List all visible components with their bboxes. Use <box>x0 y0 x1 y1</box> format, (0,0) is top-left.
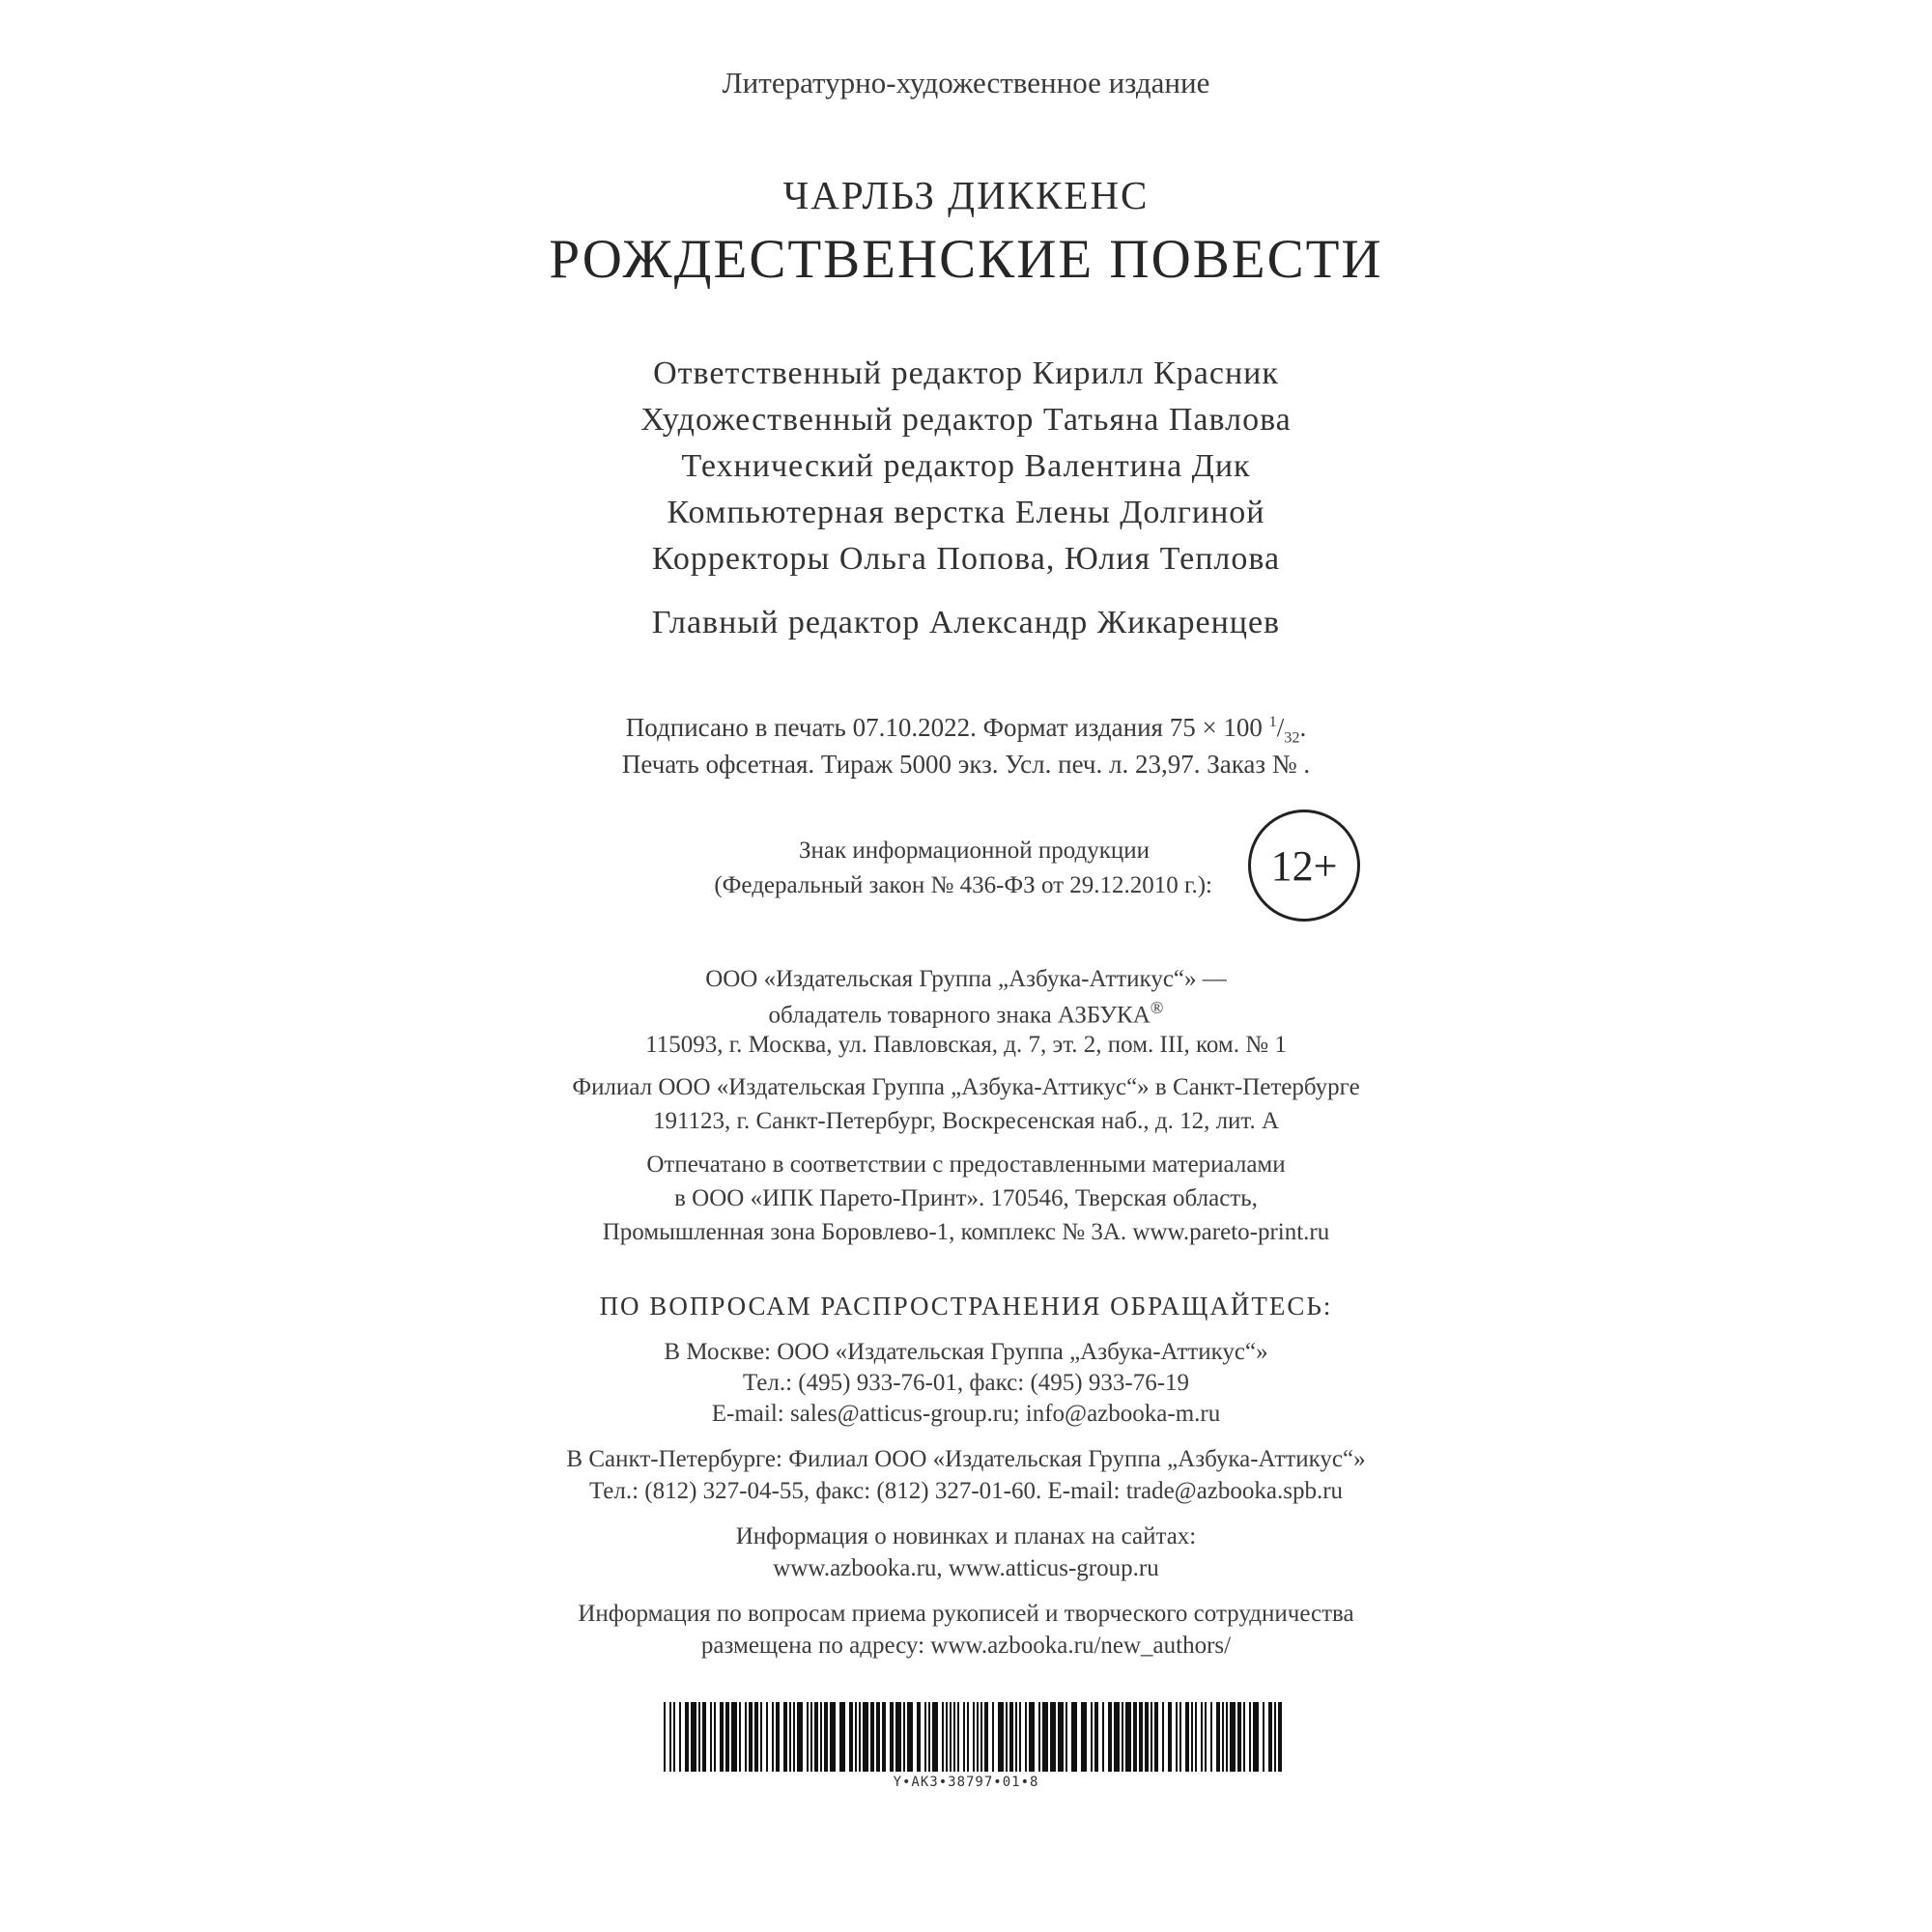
barcode-bar <box>1094 1702 1098 1772</box>
barcode-bar <box>691 1702 696 1772</box>
barcode-bar <box>1151 1702 1152 1772</box>
barcode-bar <box>754 1702 758 1772</box>
credit-line: Технический редактор Валентина Дик <box>681 448 1251 484</box>
barcode-bar <box>1114 1702 1120 1772</box>
barcode-bar <box>895 1702 901 1772</box>
barcode-bar <box>772 1702 774 1772</box>
barcode-bar <box>1019 1702 1021 1772</box>
barcode-bar <box>1133 1702 1137 1772</box>
barcode-bar <box>710 1702 712 1772</box>
barcode-bar <box>849 1702 853 1772</box>
barcode-bar <box>1226 1702 1228 1772</box>
branch-line: Филиал ООО «Издательская Группа „Азбука-Аттикус“» в Санкт-Петербурге <box>572 1074 1360 1100</box>
credit-line: Ответственный редактор Кирилл Красник <box>653 355 1279 391</box>
barcode-bar <box>664 1702 666 1772</box>
barcode-bar <box>973 1702 975 1772</box>
barcode-bar <box>669 1702 671 1772</box>
authors-info-address: размещена по адресу: www.azbooka.ru/new_authors/ <box>700 1633 1232 1659</box>
moscow-phone: Тел.: (495) 933-76-01, факс: (495) 933-76-19 <box>742 1370 1190 1396</box>
barcode-bar <box>1201 1702 1203 1772</box>
barcode-bar <box>1263 1702 1264 1772</box>
barcode-bar <box>984 1702 988 1772</box>
credit-line: Компьютерная верстка Елены Долгиной <box>667 495 1265 530</box>
barcode-bar <box>685 1702 689 1772</box>
barcode-bar <box>942 1702 944 1772</box>
barcode-bar <box>863 1702 868 1772</box>
barcode-bar <box>1139 1702 1143 1772</box>
credit-line: Художественный редактор Татьяна Павлова <box>640 402 1292 438</box>
barcode-bar <box>814 1702 818 1772</box>
barcode-bar <box>810 1702 812 1772</box>
barcode-bar <box>1237 1702 1241 1772</box>
barcode-bar <box>903 1702 905 1772</box>
barcode-bar <box>946 1702 948 1772</box>
barcode-bar <box>1058 1702 1064 1772</box>
distribution-heading: ПО ВОПРОСАМ РАСПРОСТРАНЕНИЯ ОБРАЩАЙТЕСЬ: <box>599 1292 1333 1321</box>
printer-line: Отпечатано в соответствии с предоставленными материалами <box>646 1151 1286 1178</box>
barcode-bar <box>679 1702 681 1772</box>
barcode-bar <box>1253 1702 1259 1772</box>
barcode-bar <box>890 1702 894 1772</box>
barcode-bar <box>907 1702 913 1772</box>
barcode-bar <box>1015 1702 1017 1772</box>
spb-phone: Тел.: (812) 327-04-55, факс: (812) 327-01-60. E-mail: trade@azbooka.spb.ru <box>588 1478 1344 1504</box>
barcode-bar <box>1038 1702 1040 1772</box>
moscow-contact: В Москве: ООО «Издательская Группа „Азбука-Аттикус“» <box>664 1339 1268 1365</box>
barcode-bar <box>789 1702 791 1772</box>
barcode-bar <box>673 1702 675 1772</box>
barcode-bar <box>1071 1702 1077 1772</box>
barcode-bar <box>1025 1702 1027 1772</box>
barcode-bar <box>1162 1702 1164 1772</box>
barcode-bar <box>998 1702 1004 1772</box>
printer-line: Промышленная зона Боровлево-1, комплекс № 3А. www.pareto-print.ru <box>602 1219 1330 1245</box>
barcode-bar <box>698 1702 700 1772</box>
barcode-bar <box>766 1702 768 1772</box>
barcode-bar <box>1191 1702 1193 1772</box>
barcode-bar <box>977 1702 979 1772</box>
info-line: Информация о новинках и планах на сайтах: <box>735 1523 1197 1549</box>
barcode-bar <box>1108 1702 1112 1772</box>
barcode-bar <box>876 1702 880 1772</box>
barcode-bar <box>1222 1702 1224 1772</box>
barcode-bar <box>924 1702 926 1772</box>
barcode-bar <box>859 1702 861 1772</box>
barcode-bar <box>980 1702 982 1772</box>
moscow-email: E-mail: sales@atticus-group.ru; info@azbooka-m.ru <box>711 1401 1221 1427</box>
barcode <box>664 1702 1284 1772</box>
barcode-bar <box>855 1702 857 1772</box>
barcode-bar <box>1102 1702 1104 1772</box>
genre-label: Литературно-художественное издание <box>722 66 1210 99</box>
barcode-bar <box>917 1702 921 1772</box>
barcode-bar <box>820 1702 822 1772</box>
barcode-bar <box>1006 1702 1008 1772</box>
barcode-bar <box>932 1702 938 1772</box>
barcode-bar <box>1145 1702 1149 1772</box>
barcode-bar <box>1195 1702 1197 1772</box>
barcode-bar <box>1122 1702 1123 1772</box>
barcode-bar <box>793 1702 795 1772</box>
barcode-bar <box>830 1702 836 1772</box>
barcode-bar <box>725 1702 729 1772</box>
barcode-bar <box>1009 1702 1013 1772</box>
barcode-bar <box>1205 1702 1207 1772</box>
age-rating-badge: 12+ <box>1248 810 1360 922</box>
barcode-bar <box>702 1702 706 1772</box>
barcode-bar <box>720 1702 724 1772</box>
barcode-bar <box>1042 1702 1048 1772</box>
barcode-bar <box>1278 1702 1282 1772</box>
barcode-bar <box>1216 1702 1220 1772</box>
info-sites: www.azbooka.ru, www.atticus-group.ru <box>773 1555 1159 1581</box>
authors-info-line: Информация по вопросам приема рукописей и творческого сотрудничества <box>578 1601 1354 1627</box>
barcode-bar <box>783 1702 787 1772</box>
barcode-bar <box>1268 1702 1272 1772</box>
barcode-bar <box>963 1702 965 1772</box>
publisher-line: обладатель товарного знака АЗБУКА® <box>768 998 1164 1029</box>
barcode-bar <box>1065 1702 1067 1772</box>
barcode-bar <box>1050 1702 1056 1772</box>
barcode-bar <box>776 1702 780 1772</box>
barcode-number: Y•AK3•38797•01•8 <box>893 1775 1039 1790</box>
barcode-bar <box>714 1702 716 1772</box>
barcode-bar <box>731 1702 737 1772</box>
barcode-bar <box>807 1702 809 1772</box>
barcode-bar <box>739 1702 741 1772</box>
barcode-bar <box>1185 1702 1189 1772</box>
barcode-bar <box>882 1702 886 1772</box>
barcode-bar <box>1210 1702 1212 1772</box>
barcode-bar <box>1029 1702 1035 1772</box>
branch-address: 191123, г. Санкт-Петербург, Воскресенская наб., д. 12, лит. А <box>652 1108 1280 1134</box>
barcode-bar <box>1091 1702 1093 1772</box>
barcode-bar <box>967 1702 969 1772</box>
barcode-bar <box>1243 1702 1245 1772</box>
barcode-bar <box>928 1702 930 1772</box>
credit-line: Корректоры Ольга Попова, Юлия Теплова <box>651 541 1281 577</box>
age-rating-text: Знак информационной продукции (Федеральный закон № 436-ФЗ от 29.12.2010 г.): <box>714 838 1212 898</box>
author-name: ЧАРЛЬЗ ДИККЕНС <box>782 173 1150 217</box>
barcode-bar <box>953 1702 955 1772</box>
barcode-bar <box>1168 1702 1172 1772</box>
barcode-bar <box>1081 1702 1087 1772</box>
publisher-address: 115093, г. Москва, ул. Павловская, д. 7, эт. 2, пом. III, ком. № 1 <box>645 1032 1287 1058</box>
print-info-line-1: Подписано в печать 07.10.2022. Формат издания 75 × 100 $^1/_{32}$. <box>625 713 1307 747</box>
barcode-bar <box>870 1702 874 1772</box>
barcode-bar <box>839 1702 845 1772</box>
spb-contact: В Санкт-Петербурге: Филиал ООО «Издательская Группа „Азбука-Аттикус“» <box>566 1446 1366 1472</box>
chief-editor-line: Главный редактор Александр Жикаренцев <box>651 605 1281 640</box>
publisher-line: ООО «Издательская Группа „Азбука-Аттикус“» — <box>705 966 1227 992</box>
barcode-bar <box>745 1702 747 1772</box>
barcode-bar <box>797 1702 803 1772</box>
print-info-line-2: Печать офсетная. Тираж 5000 экз. Усл. печ. л. 23,97. Заказ № . <box>621 750 1311 779</box>
barcode-bar <box>1230 1702 1236 1772</box>
book-title: РОЖДЕСТВЕНСКИЕ ПОВЕСТИ <box>549 229 1383 290</box>
barcode-bar <box>749 1702 753 1772</box>
barcode-bar <box>1249 1702 1251 1772</box>
barcode-bar <box>1274 1702 1276 1772</box>
barcode-bar <box>1154 1702 1158 1772</box>
barcode-bar <box>950 1702 952 1772</box>
barcode-bar <box>1176 1702 1178 1772</box>
age-rating-block <box>0 834 1932 940</box>
barcode-bar <box>824 1702 828 1772</box>
barcode-bar <box>1125 1702 1131 1772</box>
barcode-bar <box>992 1702 994 1772</box>
barcode-bar <box>1179 1702 1181 1772</box>
printer-line: в ООО «ИПК Парето-Принт». 170546, Тверская область, <box>674 1185 1258 1211</box>
barcode-bar <box>760 1702 762 1772</box>
barcode-bar <box>957 1702 959 1772</box>
